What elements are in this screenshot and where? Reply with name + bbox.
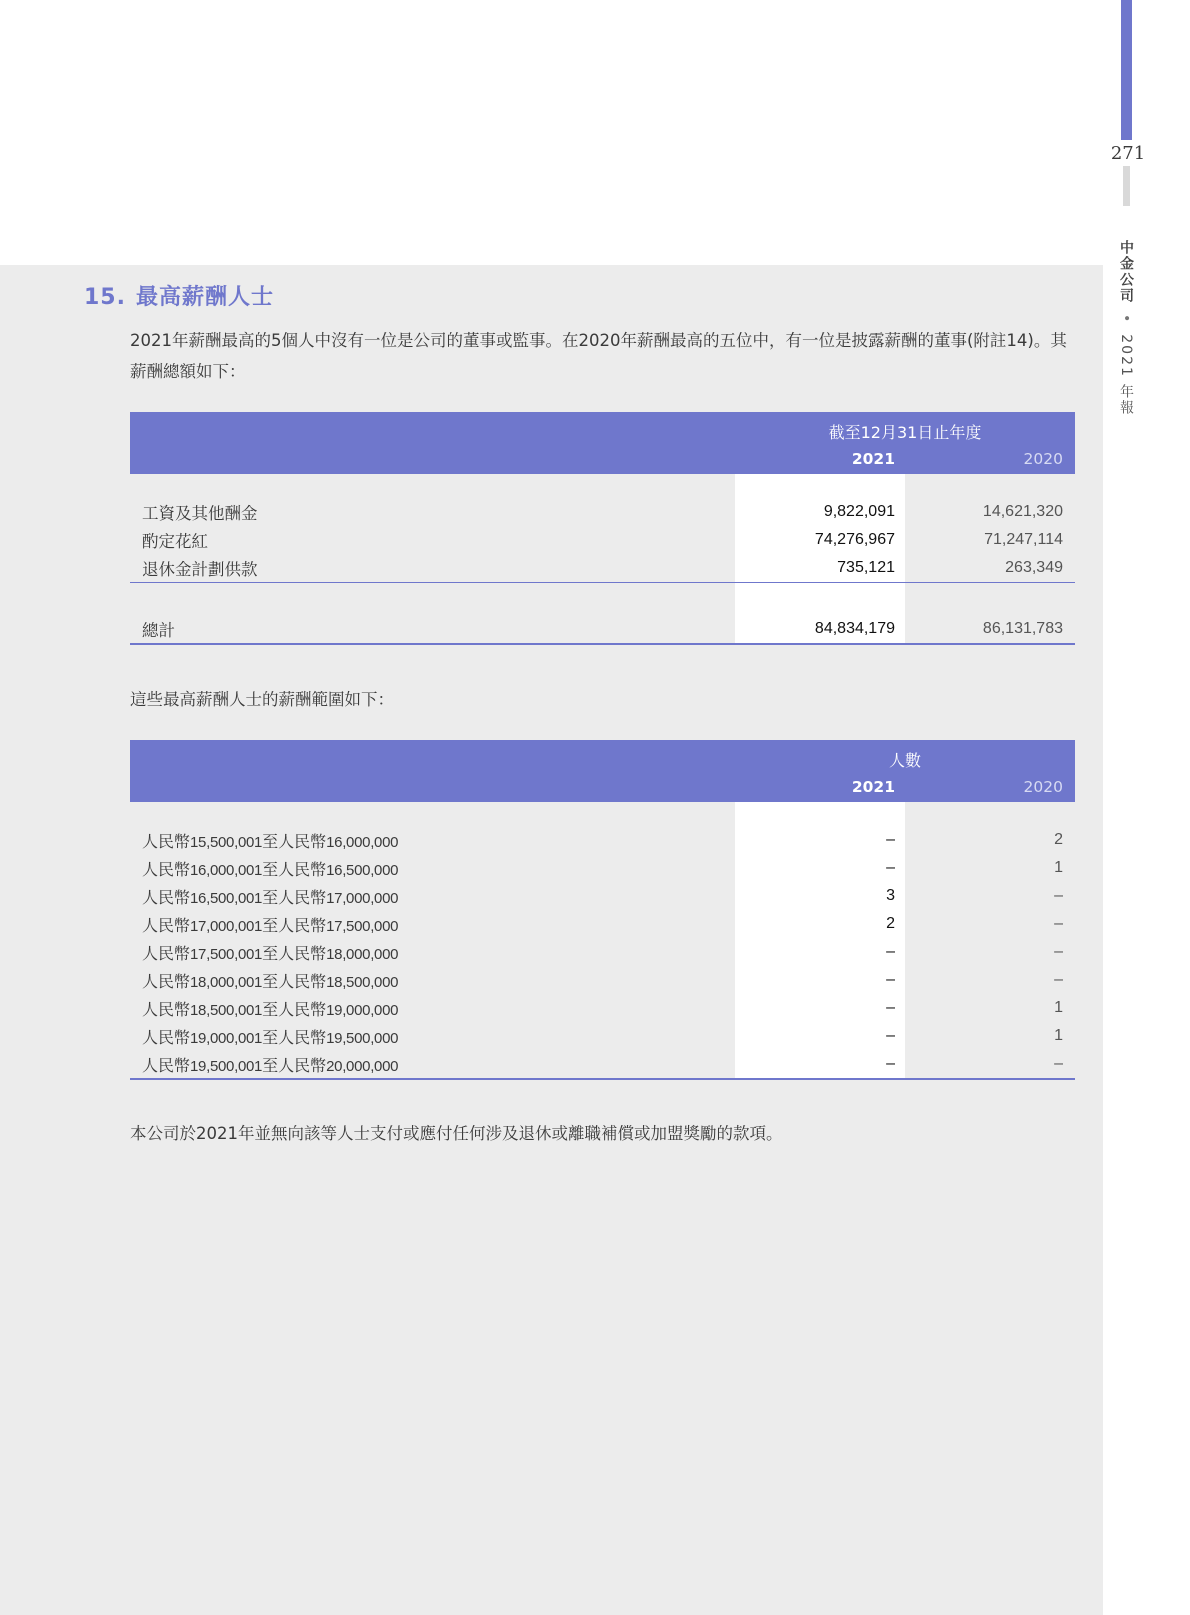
- range-label: 人民幣16,000,001至人民幣16,500,000: [142, 859, 399, 879]
- count-2020: 1: [1054, 999, 1063, 1016]
- emolument-table: [130, 412, 1075, 645]
- count-2021: –: [886, 859, 895, 876]
- value-2021: 735,121: [837, 559, 895, 576]
- table-body: [130, 802, 1075, 1080]
- intro-paragraph: 2021年薪酬最高的5個人中沒有一位是公司的董事或監事。在2020年薪酬最高的五位中，有一位是披露薪酬的董事(附註14)。其薪酬總額如下：: [130, 331, 1067, 381]
- table-header: [130, 412, 1075, 474]
- table-row: [130, 966, 1075, 994]
- total-2020: 86,131,783: [982, 620, 1063, 637]
- count-2021: –: [886, 831, 895, 848]
- range-label: 人民幣18,000,001至人民幣18,500,000: [142, 971, 399, 991]
- value-2021: 9,822,091: [823, 503, 895, 520]
- count-2020: –: [1054, 915, 1063, 932]
- count-2021: –: [886, 943, 895, 960]
- section-title: [84, 280, 274, 311]
- total-row: [130, 615, 1075, 643]
- section-number: 15.: [84, 285, 126, 310]
- section-heading: 最高薪酬人士: [135, 285, 274, 310]
- closing-paragraph: 本公司於2021年並無向該等人士支付或應付任何涉及退休或離職補償或加盟獎勵的款項。: [130, 1124, 783, 1143]
- emolument-range-table: [130, 740, 1075, 1080]
- count-2020: 1: [1054, 1027, 1063, 1044]
- count-2021: –: [886, 999, 895, 1016]
- separator-dot: •: [1118, 314, 1134, 325]
- count-2020: 2: [1054, 831, 1063, 848]
- column-group-header: 人數: [888, 751, 921, 770]
- range-intro: 這些最高薪酬人士的薪酬範圍如下：: [130, 690, 394, 709]
- count-2020: –: [1054, 1055, 1063, 1072]
- column-group-header: 截至12月31日止年度: [828, 423, 982, 442]
- table-row: [130, 826, 1075, 854]
- company-name: 中金公司: [1118, 240, 1134, 304]
- range-label: 人民幣19,000,001至人民幣19,500,000: [142, 1027, 399, 1047]
- total-2021: 84,834,179: [814, 620, 895, 637]
- range-label: 人民幣17,000,001至人民幣17,500,000: [142, 915, 399, 935]
- total-label: 總計: [142, 621, 175, 640]
- page-number: 271: [1110, 143, 1146, 164]
- count-2021: 2: [886, 915, 895, 932]
- count-2020: –: [1054, 971, 1063, 988]
- value-2020: 71,247,114: [984, 531, 1063, 548]
- table-row: [130, 526, 1075, 554]
- count-2020: –: [1054, 887, 1063, 904]
- column-header-2021: 2021: [851, 778, 895, 796]
- report-name: 2021 年報: [1118, 334, 1134, 417]
- count-2020: –: [1054, 943, 1063, 960]
- table-row: [130, 910, 1075, 938]
- count-2021: –: [886, 971, 895, 988]
- running-header: [1116, 240, 1136, 416]
- table-row: [130, 1022, 1075, 1050]
- table-row: [130, 498, 1075, 526]
- table-row: [130, 882, 1075, 910]
- table-row: [130, 994, 1075, 1022]
- row-label: 酌定花紅: [142, 532, 208, 551]
- table-bottom-rule: [130, 1078, 1075, 1080]
- table-row: [130, 1050, 1075, 1078]
- column-header-2020: 2020: [1023, 450, 1063, 468]
- range-label: 人民幣19,500,001至人民幣20,000,000: [142, 1055, 399, 1075]
- range-label: 人民幣16,500,001至人民幣17,000,000: [142, 887, 399, 907]
- value-2021: 74,276,967: [814, 531, 895, 548]
- margin-divider-bar: [1123, 166, 1130, 206]
- row-label: 工資及其他酬金: [142, 504, 258, 523]
- range-label: 人民幣15,500,001至人民幣16,000,000: [142, 831, 399, 851]
- table-row: [130, 854, 1075, 882]
- table-body: [130, 474, 1075, 645]
- total-rule: [130, 643, 1075, 645]
- row-label: 退休金計劃供款: [142, 560, 258, 579]
- range-label: 人民幣17,500,001至人民幣18,000,000: [142, 943, 399, 963]
- count-2020: 1: [1054, 859, 1063, 876]
- margin-accent-bar: [1121, 0, 1132, 140]
- value-2020: 263,349: [1005, 559, 1063, 576]
- count-2021: –: [886, 1055, 895, 1072]
- column-header-2020: 2020: [1023, 778, 1063, 796]
- count-2021: 3: [886, 887, 895, 904]
- range-label: 人民幣18,500,001至人民幣19,000,000: [142, 999, 399, 1019]
- table-header: [130, 740, 1075, 802]
- table-row: [130, 554, 1075, 582]
- count-2021: –: [886, 1027, 895, 1044]
- value-2020: 14,621,320: [982, 503, 1063, 520]
- column-header-2021: 2021: [851, 450, 895, 468]
- table-row: [130, 938, 1075, 966]
